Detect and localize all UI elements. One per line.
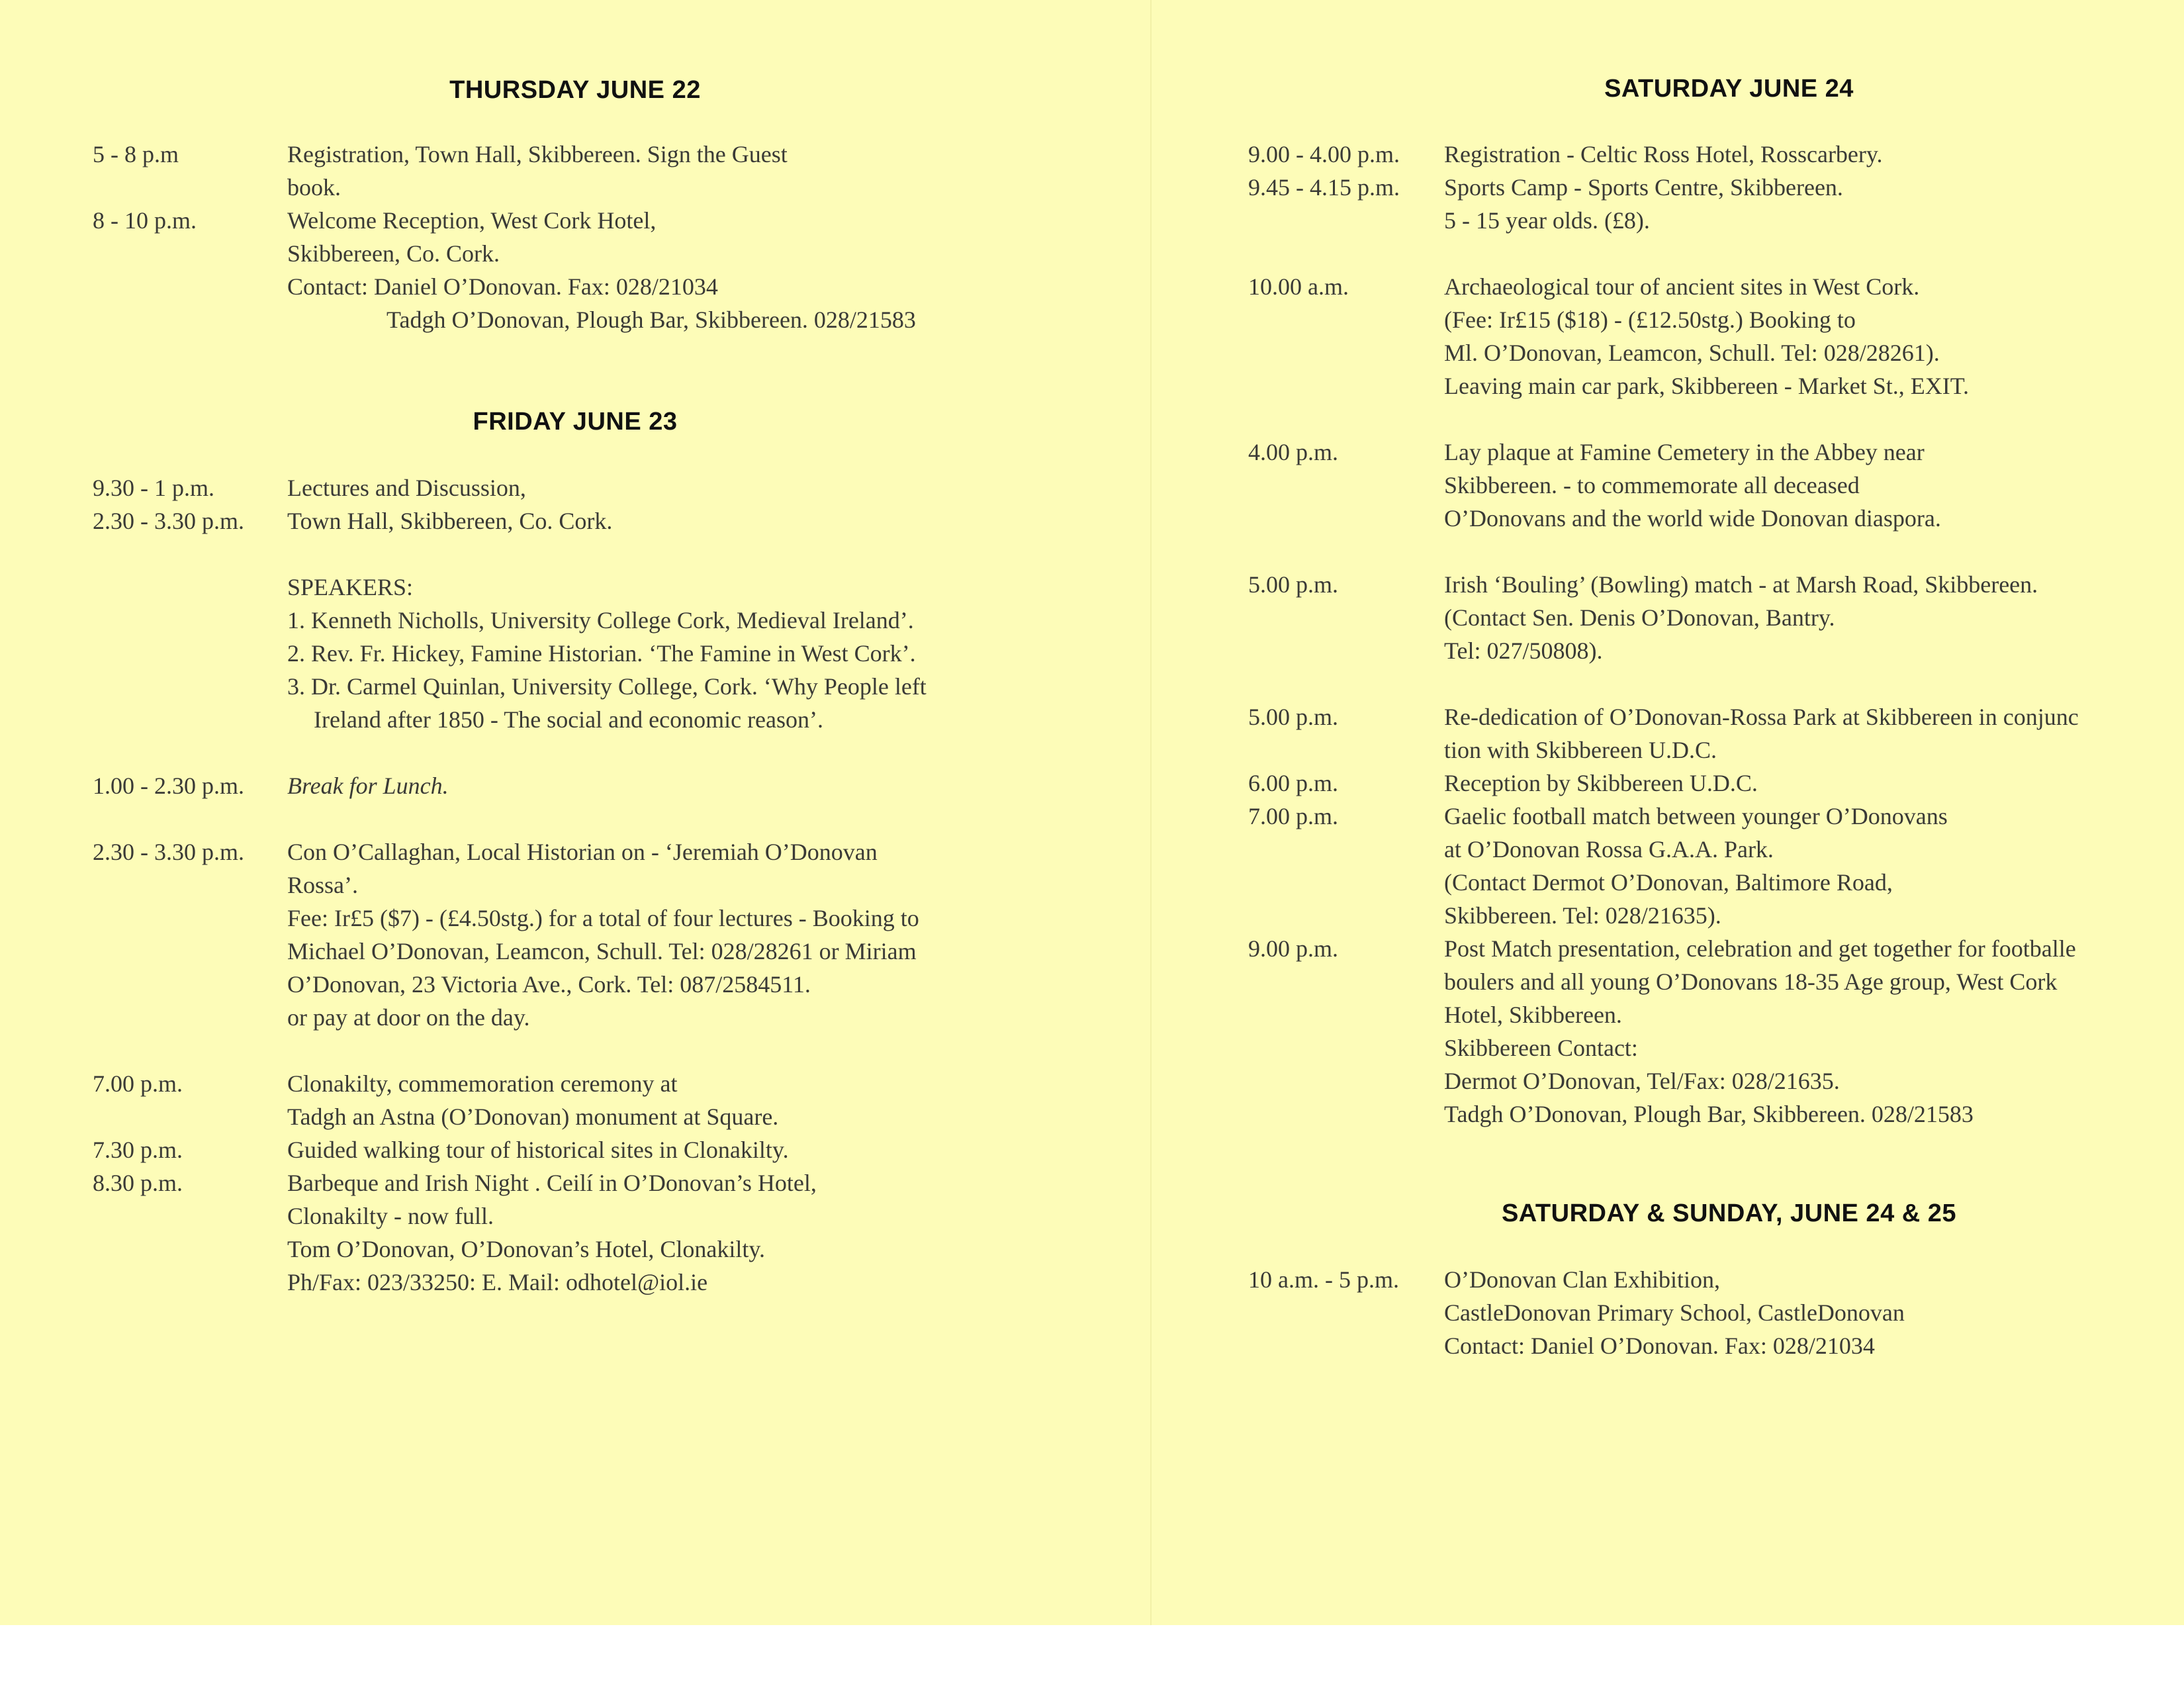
- description-line: at O’Donovan Rossa G.A.A. Park.: [1444, 836, 1774, 863]
- description-line: Reception by Skibbereen U.D.C.: [1444, 770, 1758, 796]
- item-time: 2.30 - 3.30 p.m.: [93, 508, 244, 534]
- item-time: 10 a.m. - 5 p.m.: [1248, 1266, 1399, 1293]
- item-time: 7.00 p.m.: [93, 1070, 183, 1097]
- item-time-block: [1248, 138, 1400, 204]
- friday-heading: FRIDAY JUNE 23: [473, 408, 678, 436]
- description-line: (Contact Dermot O’Donovan, Baltimore Road,: [1444, 869, 1893, 896]
- description-line: or pay at door on the day.: [287, 1004, 530, 1031]
- item-time: 9.30 - 1 p.m.: [93, 475, 214, 501]
- description-line: Guided walking tour of historical sites in Clonakilty.: [287, 1137, 789, 1163]
- speaker-entry: 3. Dr. Carmel Quinlan, University College, Cork. ‘Why People left: [287, 673, 927, 700]
- item-description: [1444, 932, 2076, 1131]
- item-time: 9.00 p.m.: [1248, 935, 1339, 962]
- item-description: [287, 1133, 789, 1166]
- description-line: 5 - 15 year olds. (£8).: [1444, 207, 1650, 234]
- description-line: Lectures and Discussion,: [287, 475, 526, 501]
- description-line: Skibbereen. - to commemorate all deceased: [1444, 472, 1860, 498]
- description-line: boulers and all young O’Donovans 18-35 Age group, West Cork: [1444, 968, 2058, 995]
- item-description: [287, 1067, 778, 1133]
- item-description: [1444, 138, 1883, 237]
- description-line: Skibbereen Contact:: [1444, 1035, 1638, 1061]
- description-line: Leaving main car park, Skibbereen - Market St., EXIT.: [1444, 373, 1970, 399]
- item-description: [287, 835, 919, 1034]
- description-line: Lay plaque at Famine Cemetery in the Abbey near: [1444, 439, 1925, 465]
- item-time: 9.00 - 4.00 p.m.: [1248, 141, 1400, 167]
- description-line: Skibbereen. Tel: 028/21635).: [1444, 902, 1721, 929]
- item-time: 7.00 p.m.: [1248, 803, 1339, 829]
- description-line: Tel: 027/50808).: [1444, 637, 1603, 664]
- item-description: [1444, 800, 1948, 932]
- item-description: [1444, 767, 1758, 800]
- item-description: [287, 471, 612, 538]
- item-description: [287, 1166, 817, 1299]
- description-line: O’Donovan, 23 Victoria Ave., Cork. Tel: 087/2584511.: [287, 971, 811, 998]
- thursday-heading: THURSDAY JUNE 22: [449, 76, 701, 104]
- description-line: Tadgh O’Donovan, Plough Bar, Skibbereen. 028/21583: [1444, 1101, 1974, 1127]
- description-line: Ph/Fax: 023/33250: E. Mail: odhotel@iol.ie: [287, 1269, 708, 1295]
- description-line: Contact: Daniel O’Donovan. Fax: 028/21034: [287, 273, 718, 300]
- description-line: O’Donovans and the world wide Donovan diaspora.: [1444, 505, 1941, 532]
- description-line: (Fee: Ir£15 ($18) - (£12.50stg.) Booking to: [1444, 306, 1856, 333]
- item-time: 1.00 - 2.30 p.m.: [93, 773, 244, 799]
- description-line: Archaeological tour of ancient sites in West Cork.: [1444, 273, 1920, 300]
- item-description: [1444, 436, 1941, 535]
- description-line: Dermot O’Donovan, Tel/Fax: 028/21635.: [1444, 1068, 1840, 1094]
- description-line: Ml. O’Donovan, Leamcon, Schull. Tel: 028/28261).: [1444, 340, 1940, 366]
- description-line: Registration, Town Hall, Skibbereen. Sign the Guest: [287, 141, 788, 167]
- item-time: 7.30 p.m.: [93, 1137, 183, 1163]
- description-line: tion with Skibbereen U.D.C.: [1444, 737, 1717, 763]
- description-line: Tom O’Donovan, O’Donovan’s Hotel, Clonakilty.: [287, 1236, 766, 1262]
- description-line: (Contact Sen. Denis O’Donovan, Bantry.: [1444, 604, 1835, 631]
- description-line: Hotel, Skibbereen.: [1444, 1002, 1622, 1028]
- speakers-label: SPEAKERS:: [287, 574, 414, 600]
- item-time: 8.30 p.m.: [93, 1170, 183, 1196]
- description-line: Town Hall, Skibbereen, Co. Cork.: [287, 508, 613, 534]
- item-description: [287, 204, 916, 336]
- item-time: 10.00 a.m.: [1248, 273, 1349, 300]
- item-time: 4.00 p.m.: [1248, 439, 1339, 465]
- weekend-heading: SATURDAY & SUNDAY, JUNE 24 & 25: [1501, 1199, 1957, 1227]
- description-line: Sports Camp - Sports Centre, Skibbereen.: [1444, 174, 1843, 201]
- speakers-list: [287, 571, 927, 736]
- description-line: Barbeque and Irish Night . Ceilí in O’Donovan’s Hotel,: [287, 1170, 817, 1196]
- description-line: Skibbereen, Co. Cork.: [287, 240, 500, 267]
- item-time: 5.00 p.m.: [1248, 571, 1339, 598]
- description-line: O’Donovan Clan Exhibition,: [1444, 1266, 1720, 1293]
- description-line: Irish ‘Bouling’ (Bowling) match - at Marsh Road, Skibbereen.: [1444, 571, 2038, 598]
- item-time: 5.00 p.m.: [1248, 704, 1339, 730]
- lunch-break: Break for Lunch.: [287, 773, 449, 799]
- description-line: Contact: Daniel O’Donovan. Fax: 028/21034: [1444, 1333, 1875, 1359]
- description-line: Tadgh an Astna (O’Donovan) monument at Square.: [287, 1103, 779, 1130]
- saturday-heading: SATURDAY JUNE 24: [1604, 75, 1854, 103]
- description-line: Michael O’Donovan, Leamcon, Schull. Tel: 028/28261 or Miriam: [287, 938, 917, 964]
- description-line: Registration - Celtic Ross Hotel, Rosscarbery.: [1444, 141, 1883, 167]
- item-time: 2.30 - 3.30 p.m.: [93, 839, 244, 865]
- description-line: CastleDonovan Primary School, CastleDonovan: [1444, 1299, 1905, 1326]
- description-line: Fee: Ir£5 ($7) - (£4.50stg.) for a total of four lectures - Booking to: [287, 905, 919, 931]
- speaker-entry: Ireland after 1850 - The social and economic reason’.: [314, 706, 824, 733]
- item-time: 5 - 8 p.m: [93, 141, 179, 167]
- description-line: Re-dedication of O’Donovan-Rossa Park at Skibbereen in conjunc: [1444, 704, 2079, 730]
- speaker-entry: 2. Rev. Fr. Hickey, Famine Historian. ‘The Famine in West Cork’.: [287, 640, 916, 667]
- item-description: [1444, 700, 2079, 767]
- description-line: book.: [287, 174, 341, 201]
- item-description: [1444, 568, 2038, 667]
- item-description: [1444, 1263, 1905, 1362]
- item-description: [287, 138, 788, 204]
- item-description: [1444, 270, 1969, 402]
- description-line: Gaelic football match between younger O’Donovans: [1444, 803, 1948, 829]
- description-line: Tadgh O’Donovan, Plough Bar, Skibbereen. 028/21583: [387, 306, 916, 333]
- description-line: Clonakilty, commemoration ceremony at: [287, 1070, 678, 1097]
- item-time: 6.00 p.m.: [1248, 770, 1339, 796]
- speaker-entry: 1. Kenneth Nicholls, University College Cork, Medieval Ireland’.: [287, 607, 914, 633]
- description-line: Post Match presentation, celebration and get together for footballe: [1444, 935, 2076, 962]
- right-page: [1152, 0, 2184, 1625]
- description-line: Clonakilty - now full.: [287, 1203, 494, 1229]
- description-line: Con O’Callaghan, Local Historian on - ‘Jeremiah O’Donovan: [287, 839, 878, 865]
- item-time: 8 - 10 p.m.: [93, 207, 197, 234]
- description-line: Welcome Reception, West Cork Hotel,: [287, 207, 657, 234]
- item-time: 9.45 - 4.15 p.m.: [1248, 174, 1400, 201]
- item-time-block: [93, 471, 244, 538]
- description-line: Rossa’.: [287, 872, 358, 898]
